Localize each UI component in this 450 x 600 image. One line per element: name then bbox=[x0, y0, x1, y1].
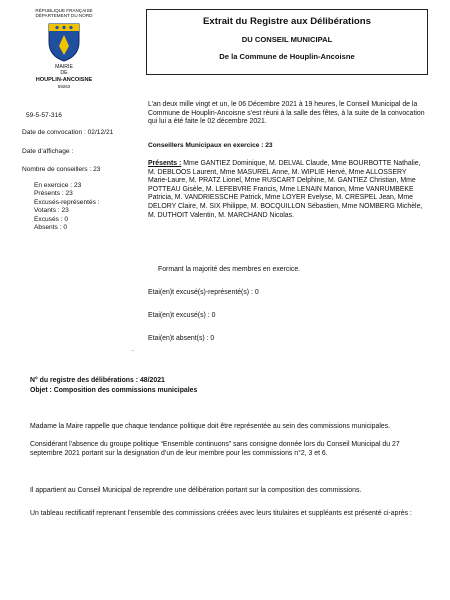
presents-label: Présents : bbox=[148, 160, 182, 167]
convocation-date: Date de convocation : 02/12/21 bbox=[22, 129, 114, 136]
document-header bbox=[146, 9, 428, 75]
stray-dot: . bbox=[132, 346, 134, 353]
conseillers-exercice: Conseillers Municipaux en exercice : 23 bbox=[148, 142, 273, 149]
coat-of-arms-icon bbox=[47, 22, 81, 62]
logo-de: DE bbox=[60, 70, 68, 77]
municipal-logo bbox=[28, 8, 100, 89]
count-excuses: Excusés : 0 bbox=[34, 215, 69, 223]
count-list bbox=[34, 182, 100, 232]
affichage-date: Date d’affichage : bbox=[22, 148, 74, 155]
document-commune-line: De la Commune de Houplin-Ancoisne bbox=[219, 52, 355, 61]
presents-list: Mme GANTIEZ Dominique, M. DELVAL Claude, Mme BOURBOTTE Nathalie, M. DEBLOOS Laurent, Mme MASUREL Anne, M. WIPLIE Hervé, Mme ALLOSSERY Marie-Laure, M. PRATZ Lionel, Mme RUSCART Delphine, M. GANTIEZ Christian, Mme POTTEAU Gisèle, M. LEFEBVRE Francis, Mme LENAIN Manon, Mme VANRUMBEKE Patricia, M. VANDRIESSCHE Patrick, Mme LOYER Evelyse, M. CRESPEL Jean, Mme DELORY Claire, M. SIX Philippe, M. BOCQUILLON Sébastien, Mme NOMBERG Michèle, M. DUTHOIT Valentin, M. MARCHAND Nicolas. bbox=[148, 160, 423, 219]
presents-paragraph bbox=[148, 160, 426, 220]
body-paragraph-3: Il appartient au Conseil Municipal de reprendre une délibération portant sur la composition des commissions. bbox=[30, 487, 362, 494]
nombre-conseillers: Nombre de conseillers : 23 bbox=[22, 166, 101, 173]
intro-paragraph: L’an deux mille vingt et un, le 06 Décembre 2021 à 19 heures, le Conseil Municipal de la Commune de Houplin-Ancoisne s’est réuni à la salle des fêtes, à la suite de la convocation qui lui a été faite le 02 décembre 2021. bbox=[148, 101, 425, 126]
logo-departement: DÉPARTEMENT DU NORD bbox=[35, 13, 93, 19]
body-paragraph-4: Un tableau rectificatif reprenant l’ensemble des commissions créées avec leurs titulaires et suppléants est présenté ci-après : bbox=[30, 510, 412, 517]
body-paragraph-1: Madame la Maire rappelle que chaque tendance politique doit être représentée au sein des commissions municipales. bbox=[30, 423, 391, 430]
absent-line: Etai(en)t absent(s) : 0 bbox=[148, 335, 215, 342]
logo-commune: HOUPLIN-ANCOISNE bbox=[35, 76, 93, 83]
objet-line: Objet : Composition des commissions municipales bbox=[30, 387, 198, 394]
excuse-represente-line: Etai(en)t excusé(s)-représenté(s) : 0 bbox=[148, 289, 259, 296]
count-absents: Absents : 0 bbox=[34, 224, 67, 232]
registre-number: N° du registre des délibérations : 48/2021 bbox=[30, 377, 165, 384]
count-en-exercice: En exercice : 23 bbox=[34, 182, 82, 189]
count-excuses-representes: Excusés-représentés : bbox=[34, 198, 100, 206]
majorite-line: Formant la majorité des membres en exercice. bbox=[158, 266, 301, 273]
count-presents: Présents : 23 bbox=[34, 190, 73, 198]
body-paragraph-2: Considérant l’absence du groupe politique “Ensemble continuons” sans consigne donnée lors du Conseil Municipal du 27 septembre 2021 portant sur la designation d’un de leur membre pour les commissions n°2, 3 et 6. bbox=[30, 441, 400, 457]
document-title: Extrait du Registre aux Délibérations bbox=[203, 16, 371, 27]
logo-mairie: MAIRIE bbox=[55, 63, 73, 70]
reference-number: 59-5-57-316 bbox=[26, 112, 62, 119]
excuse-line: Etai(en)t excusé(s) : 0 bbox=[148, 312, 216, 319]
document-subtitle: DU CONSEIL MUNICIPAL bbox=[241, 35, 333, 44]
count-votants: Votants : 23 bbox=[34, 207, 69, 215]
logo-republique: RÉPUBLIQUE FRANÇAISE bbox=[35, 8, 93, 13]
logo-code-postal: 59263 bbox=[57, 83, 71, 89]
